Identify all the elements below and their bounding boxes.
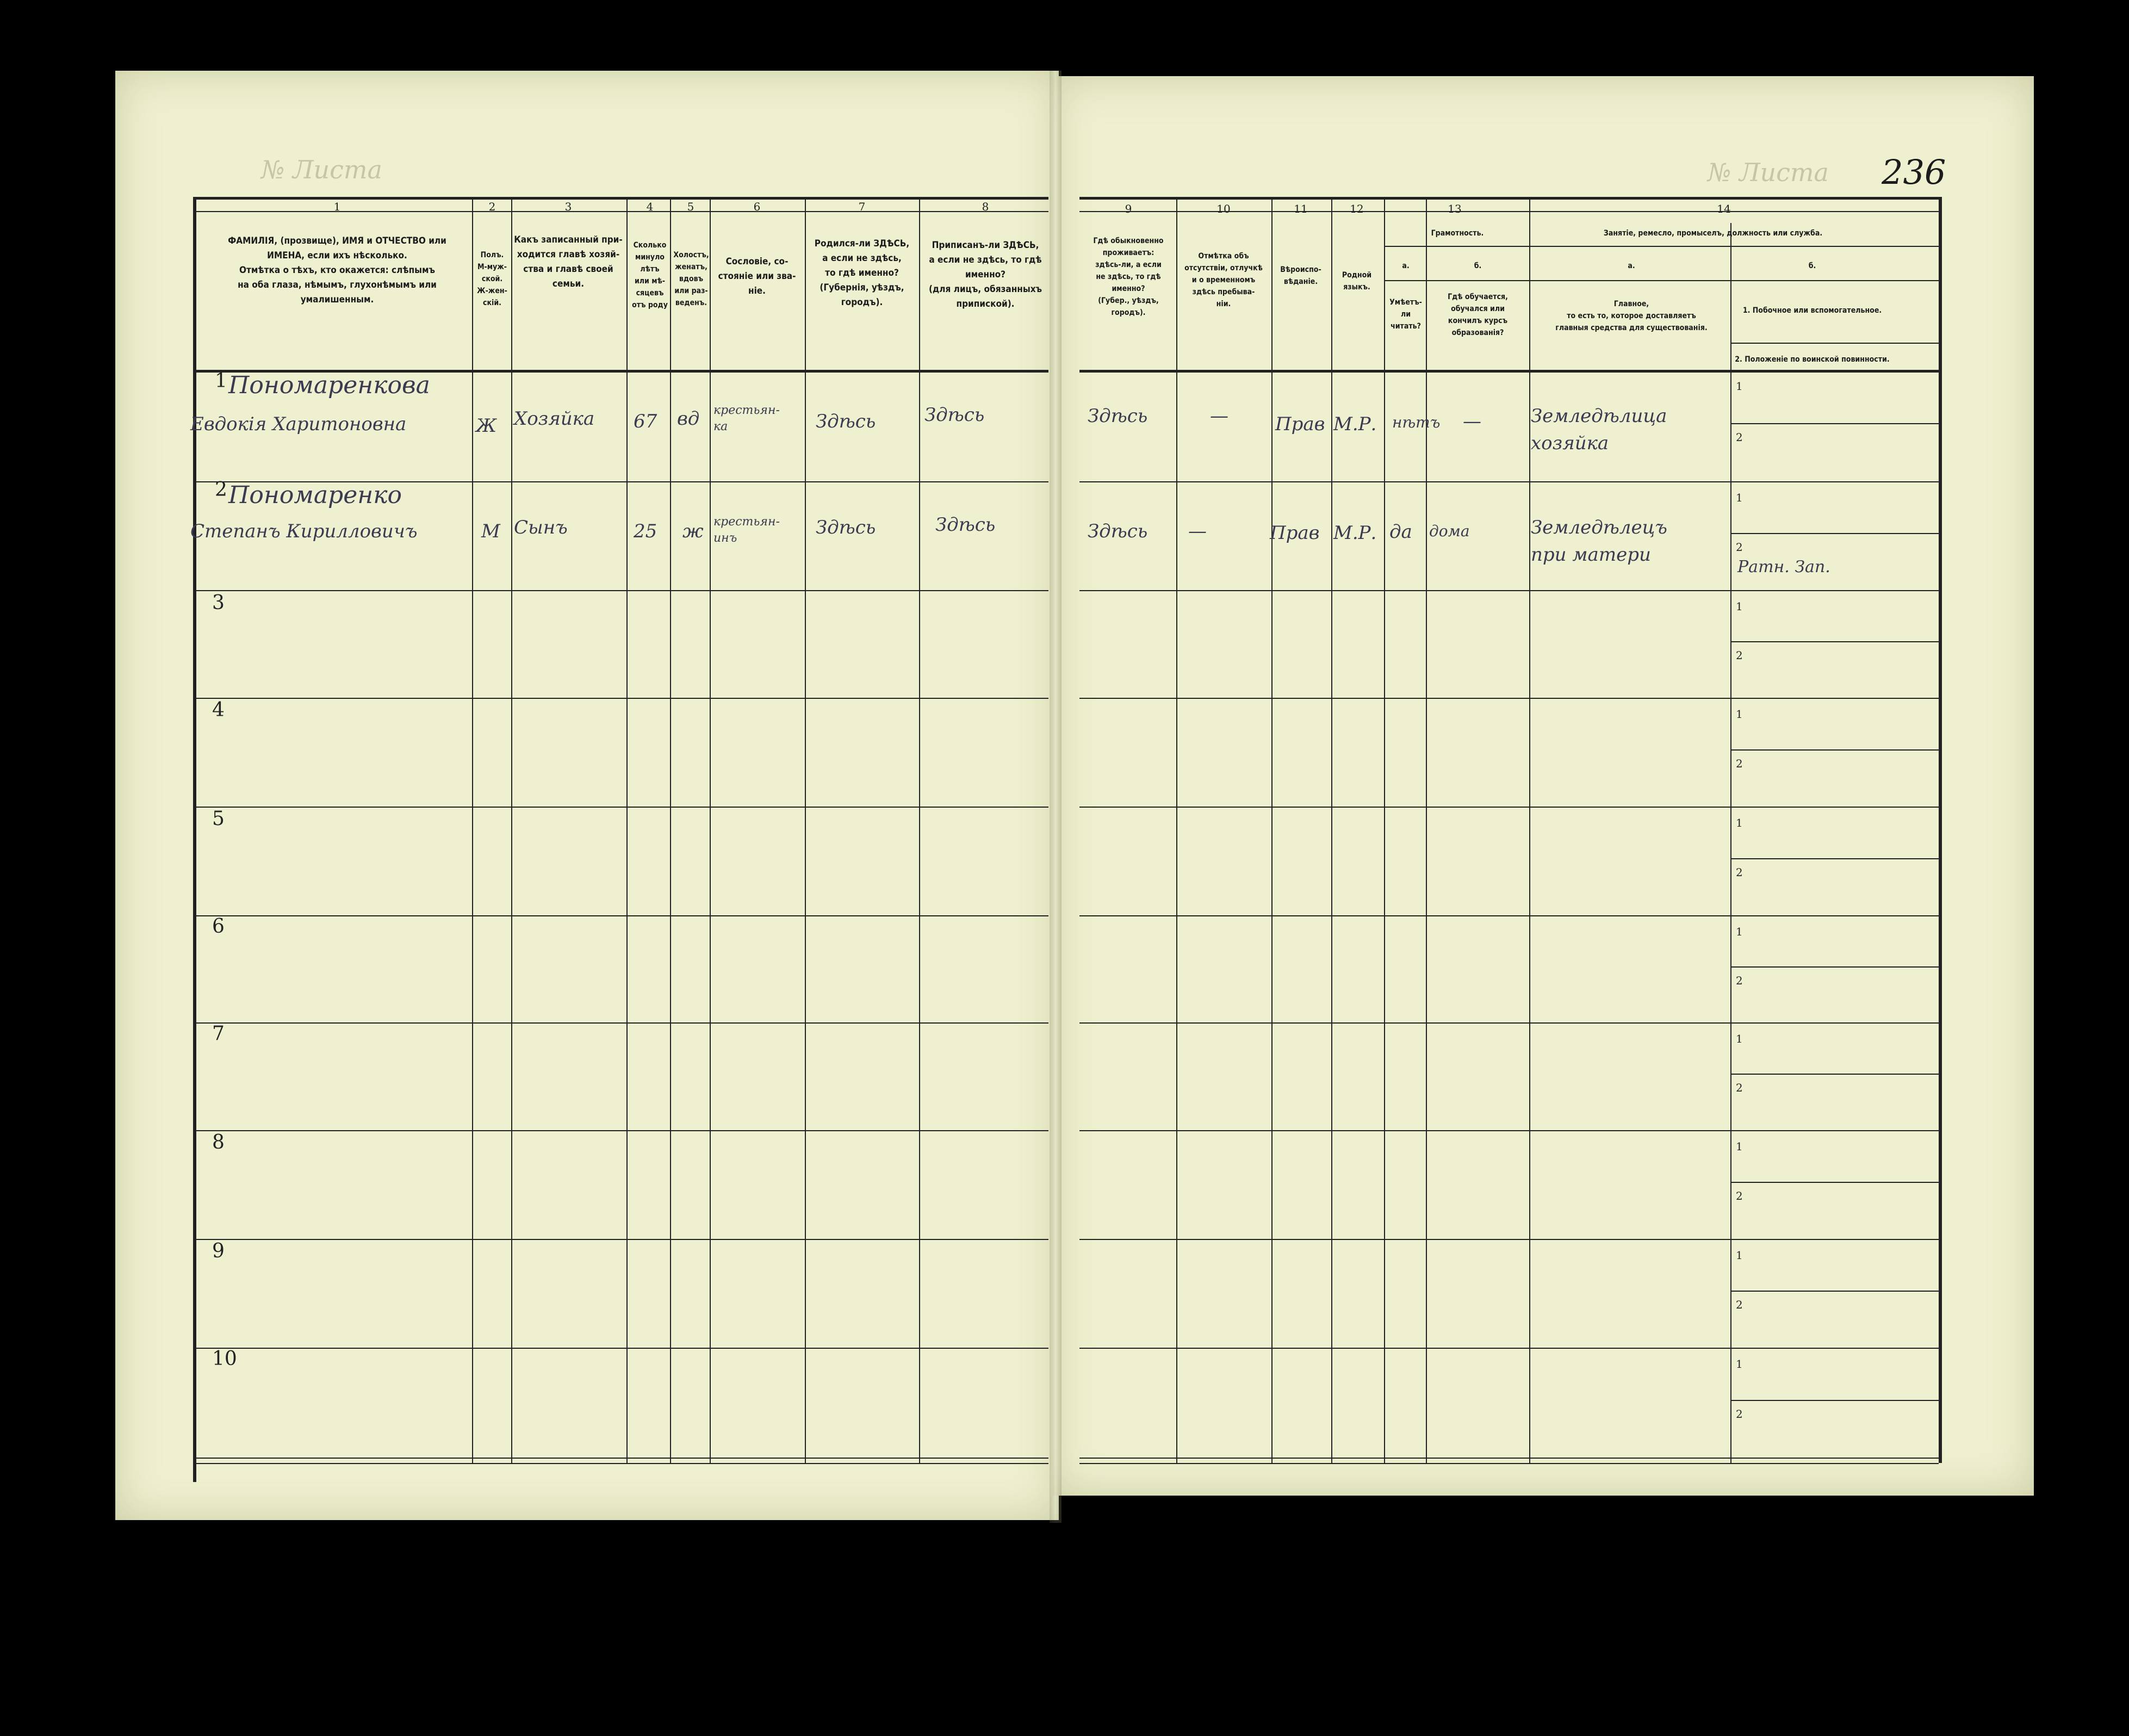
- header-col-10: Отмѣтка объ отсутствіи, отлучкѣ и о временномъ здѣсь пребыва- ніи.: [1184, 252, 1263, 308]
- row-1-language: М.Р.: [1333, 413, 1377, 435]
- col-num-6: 6: [753, 200, 761, 213]
- table-vline: [1176, 197, 1177, 1463]
- book-spine: [1050, 71, 1062, 1523]
- col-num-3: 3: [564, 200, 572, 213]
- sub-row-label: 2: [1736, 866, 1743, 879]
- row-2-age: 25: [634, 520, 657, 542]
- row-number: 5: [212, 808, 225, 830]
- col-num-4: 4: [646, 200, 654, 213]
- row-2-estate: крестьян- инъ: [713, 515, 780, 545]
- row-1-name: Евдокія Харитоновна: [190, 413, 407, 435]
- sub-row-label: 2: [1736, 1298, 1743, 1311]
- table-hline: [193, 807, 1048, 808]
- table-hline: [1384, 246, 1529, 247]
- table-vline: [1426, 197, 1427, 1463]
- table-hline: [1529, 246, 1939, 247]
- table-hline: [1079, 590, 1939, 591]
- sub-row-label: 1: [1736, 816, 1743, 829]
- table-hline: [1079, 807, 1939, 808]
- header-col-13a-label: а.: [1402, 262, 1410, 270]
- row-number: 7: [212, 1022, 225, 1045]
- table-hline: [1730, 966, 1939, 968]
- table-hline: [193, 1022, 1048, 1024]
- sub-row-label: 1: [1736, 1032, 1743, 1045]
- table-hline: [1079, 698, 1939, 699]
- table-hline: [1079, 1022, 1939, 1024]
- header-col-5: Холостъ, женатъ, вдовъ или раз- веденъ.: [673, 251, 709, 307]
- sub-row-label: 2: [1736, 974, 1743, 987]
- header-col-7: Родился-ли ЗДѢСЬ, а если не здѣсь, то гдѣ именно? (Губернія, уѣздъ, городъ).: [814, 238, 910, 308]
- table-hline: [1079, 1239, 1939, 1240]
- row-1-surname: Пономаренкова: [228, 371, 430, 399]
- table-hline: [1730, 1400, 1939, 1401]
- col-num-14: 14: [1717, 202, 1731, 215]
- sub-row-label: 2: [1736, 431, 1743, 444]
- sub-row-label: 1: [1736, 600, 1743, 613]
- table-hline: [1079, 1463, 1939, 1464]
- row-number: 3: [212, 592, 225, 614]
- table-hline: [1730, 343, 1939, 344]
- sub-row-label: 2: [1736, 757, 1743, 770]
- col-num-9: 9: [1125, 202, 1132, 215]
- header-col-3: Какъ записанный при- ходится главѣ хозяй- ства и главѣ своей семьи.: [514, 234, 623, 289]
- table-hline: [1079, 1348, 1939, 1349]
- header-col-13b: Гдѣ обучается, обучался или кончилъ курсъ образованія?: [1448, 293, 1508, 337]
- row-2-relation: Сынъ: [514, 517, 568, 538]
- table-hline: [1079, 197, 1939, 200]
- col-num-7: 7: [858, 200, 866, 213]
- table-hline: [1079, 1130, 1939, 1131]
- header-col-14b1: 1. Побочное или вспомогательное.: [1742, 306, 1882, 315]
- header-col-11: Вѣроиспо- вѣданіе.: [1280, 265, 1321, 286]
- col-num-13: 13: [1448, 202, 1462, 215]
- row-number: 8: [212, 1131, 225, 1154]
- table-vline: [193, 197, 196, 1482]
- row-2-literate: да: [1389, 521, 1412, 543]
- sub-row-label: 1: [1736, 380, 1743, 393]
- row-2-registered: Здѣсь: [935, 514, 996, 536]
- table-vline: [1529, 197, 1530, 1463]
- col-num-5: 5: [687, 200, 694, 213]
- sub-row-label: 1: [1736, 1357, 1743, 1371]
- row-2-marital: ж: [682, 520, 704, 542]
- header-col-14b2: 2. Положеніе по воинской повинности.: [1735, 355, 1890, 364]
- header-col-14a: Главное, то есть то, которое доставляетъ главныя средства для существованія.: [1555, 300, 1708, 332]
- row-number: 1: [215, 370, 227, 392]
- header-col-4: Сколько минуло лѣтъ или мѣ- сяцевъ отъ роду: [632, 241, 668, 309]
- row-2-language: М.Р.: [1333, 522, 1377, 544]
- header-col-2: Полъ. М-муж- ской. Ж-жен- скій.: [477, 251, 507, 307]
- row-number: 6: [212, 915, 225, 938]
- table-vline: [472, 197, 473, 1463]
- table-hline: [1730, 423, 1939, 424]
- table-vline: [805, 197, 806, 1463]
- table-vline: [919, 197, 920, 1463]
- header-col-14-title: Занятіе, ремесло, промыселъ, должность или служба.: [1603, 229, 1823, 238]
- table-hline: [193, 698, 1048, 699]
- row-1-religion: Прав: [1275, 413, 1325, 435]
- left-faint-header: № Листа: [261, 155, 382, 184]
- col-num-12: 12: [1350, 202, 1364, 215]
- row-1-absence: —: [1210, 405, 1228, 427]
- row-1-education: —: [1463, 411, 1481, 432]
- row-1-occupation: Земледѣлица хозяйка: [1531, 405, 1667, 454]
- sub-row-label: 2: [1736, 1189, 1743, 1202]
- row-1-sex: Ж: [476, 415, 497, 437]
- col-num-1: 1: [333, 200, 341, 213]
- table-hline: [1079, 915, 1939, 916]
- table-vline: [1384, 197, 1385, 1463]
- table-hline: [193, 197, 1048, 200]
- table-hline: [1730, 1182, 1939, 1183]
- table-hline: [1730, 749, 1939, 751]
- col-num-2: 2: [488, 200, 496, 213]
- table-hline: [1730, 641, 1939, 642]
- sub-row-label: 1: [1736, 925, 1743, 938]
- header-col-9: Гдѣ обыкновенно проживаетъ: здѣсь-ли, а если не здѣсь, то гдѣ именно? (Губер., уѣздъ, городъ).: [1093, 237, 1164, 317]
- col-num-8: 8: [982, 200, 989, 213]
- row-1-residence: Здѣсь: [1088, 405, 1148, 427]
- row-number: 4: [212, 699, 225, 721]
- row-2-religion: Прав: [1270, 522, 1320, 544]
- table-hline: [1384, 280, 1939, 281]
- table-hline: [193, 590, 1048, 591]
- table-hline: [1079, 481, 1939, 482]
- sub-row-label: 1: [1736, 708, 1743, 721]
- sub-row-label: 2: [1736, 649, 1743, 662]
- row-2-born: Здѣсь: [816, 517, 876, 538]
- sub-row-label: 2: [1736, 541, 1743, 554]
- table-hline: [193, 1458, 1048, 1459]
- row-2-surname: Пономаренко: [228, 481, 402, 509]
- row-1-age: 67: [634, 411, 657, 432]
- table-hline: [1730, 533, 1939, 534]
- table-hline: [193, 1348, 1048, 1349]
- table-hline: [193, 915, 1048, 916]
- row-2-name: Степанъ Кирилловичъ: [190, 520, 418, 542]
- table-vline: [626, 197, 628, 1463]
- row-1-registered: Здѣсь: [924, 404, 985, 426]
- row-2-education: дома: [1429, 522, 1470, 540]
- header-col-12: Родной языкъ.: [1342, 271, 1372, 292]
- row-2-occupation: Земледѣлецъ при матери: [1531, 517, 1667, 566]
- table-hline: [193, 1463, 1048, 1464]
- header-col-8: Приписанъ-ли ЗДѢСЬ, а если не здѣсь, то гдѣ именно? (для лицъ, обязанныхъ припиской).: [928, 240, 1042, 309]
- header-col-14a-label: а.: [1628, 262, 1635, 270]
- sub-row-label: 2: [1736, 1408, 1743, 1421]
- table-vline: [710, 197, 711, 1463]
- col-num-10: 10: [1216, 202, 1231, 215]
- row-1-relation: Хозяйка: [514, 408, 595, 430]
- header-col-13-title: Грамотность.: [1431, 229, 1484, 238]
- header-col-6: Сословіе, со- стояніе или зва- ніе.: [718, 256, 796, 296]
- row-number: 9: [212, 1240, 225, 1262]
- table-hline: [1730, 858, 1939, 859]
- header-col-14b-label: б.: [1808, 262, 1816, 270]
- header-col-1: ФАМИЛІЯ, (прозвище), ИМЯ и ОТЧЕСТВО или ИМЕНА, если ихъ нѣсколько. Отмѣтка о тѣхъ, кто окажется: слѣпымъ на оба глаза, нѣмымъ, глухонѣмымъ или умалишенным.: [228, 235, 446, 305]
- table-hline: [193, 1130, 1048, 1131]
- header-col-13b-label: б.: [1474, 262, 1482, 270]
- row-number: 10: [212, 1348, 237, 1370]
- row-number: 2: [215, 479, 227, 501]
- table-hline: [1079, 370, 1939, 373]
- row-1-born: Здѣсь: [816, 411, 876, 432]
- sub-row-label: 2: [1736, 1081, 1743, 1094]
- sub-row-label: 1: [1736, 1249, 1743, 1262]
- sub-row-label: 1: [1736, 1140, 1743, 1153]
- table-hline: [1730, 1074, 1939, 1075]
- table-hline: [1079, 1458, 1939, 1459]
- table-hline: [1730, 1291, 1939, 1292]
- table-vline: [511, 197, 512, 1463]
- table-vline: [1331, 197, 1332, 1463]
- page-number: 236: [1882, 152, 1946, 192]
- row-2-military: Ратн. Зап.: [1737, 557, 1830, 576]
- right-faint-header: № Листа: [1708, 158, 1829, 187]
- row-1-literate: нѣтъ: [1392, 413, 1441, 431]
- sub-row-label: 1: [1736, 491, 1743, 504]
- row-2-absence: —: [1188, 520, 1207, 542]
- header-col-13a: Умѣетъ- ли читать?: [1389, 298, 1422, 331]
- table-vline: [670, 197, 671, 1463]
- row-2-residence: Здѣсь: [1088, 520, 1148, 542]
- table-hline: [193, 1239, 1048, 1240]
- col-num-11: 11: [1294, 202, 1308, 215]
- row-1-marital: вд: [677, 408, 700, 430]
- table-vline: [1939, 197, 1942, 1463]
- row-2-sex: М: [481, 520, 500, 542]
- row-1-estate: крестьян- ка: [713, 404, 780, 433]
- table-vline: [1730, 223, 1731, 1463]
- table-vline: [1271, 197, 1273, 1463]
